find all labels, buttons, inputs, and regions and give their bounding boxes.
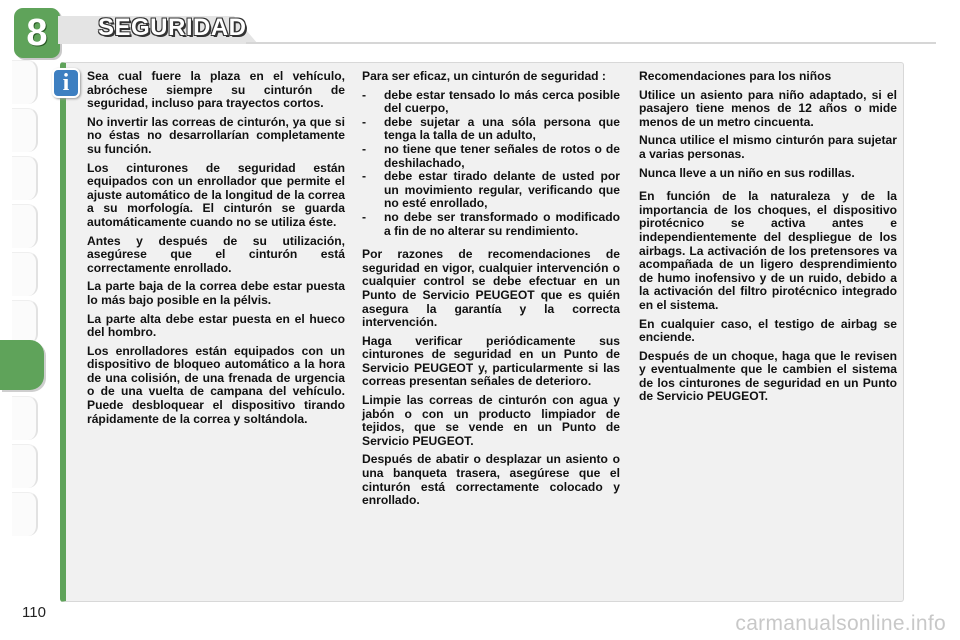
- header-rule: [246, 42, 936, 44]
- paragraph: En cualquier caso, el testigo de airbag se enciende.: [639, 316, 897, 345]
- column-3: [639, 70, 897, 409]
- intro-text: Para ser eficaz, un cinturón de seguridad :: [362, 69, 606, 83]
- paragraph: Después de un choque, haga que le revisen y eventualmente que le cambien el sistema de los cinturones de seguridad en un Punto de Servicio PEUGEOT.: [639, 348, 897, 404]
- paragraph: Utilice un asiento para niño adaptado, si el pasajero tiene menos de 12 años o mide menos de un metro cincuenta.: [639, 87, 897, 129]
- paragraph: Después de abatir o desplazar un asiento o una banqueta trasera, asegúrese que el cinturón está correctamente colocado y enrollado.: [362, 452, 620, 508]
- side-tab[interactable]: [12, 156, 38, 200]
- list-item: - no debe ser transformado o modificado a fin de no alterar su rendimiento.: [362, 211, 620, 238]
- side-tab[interactable]: [12, 252, 38, 296]
- info-icon: i: [52, 68, 80, 98]
- paragraph: La parte alta debe estar puesta en el hueco del hombro.: [87, 311, 345, 340]
- chapter-number: 8: [26, 11, 48, 54]
- side-tab[interactable]: [12, 108, 38, 152]
- paragraph: Los cinturones de seguridad están equipados con un enrollador que permite el ajuste automático de la longitud de la correa a su morfología. El cinturón se guarda automáticamente cuando no se utiliza éste.: [87, 160, 345, 229]
- requirements-list: [362, 89, 620, 239]
- side-tab[interactable]: [12, 444, 38, 488]
- side-tab[interactable]: [12, 396, 38, 440]
- paragraph: Por razones de recomendaciones de seguridad en vigor, cualquier intervención o cualquier control se debe efectuar en un Punto de Servicio PEUGEOT que es quién asegura la garantía y la correcta intervención.: [362, 247, 620, 330]
- paragraph: Haga verificar periódicamente sus cinturones de seguridad en un Punto de Servicio PEUGEOT y, particularmente si las correas presentan señales de deterioro.: [362, 333, 620, 389]
- side-tab[interactable]: [12, 60, 38, 104]
- page-title: SEGURIDAD: [98, 14, 247, 41]
- column-1: [87, 70, 345, 431]
- impact-text: , el dispositivo pirotécnico se activa antes e independientemente del despliegue de los airbags. La activación de los pretensores va acompañada de un ligero desprendimiento de humo inofensivo y de un ruido, debido a la activación del filtro pirotécnico integrado en el sistema.: [639, 202, 897, 312]
- paragraph: Sea cual fuere la plaza en el vehículo, abróchese siempre su cinturón de seguridad, incluso para trayectos cortos.: [87, 69, 345, 111]
- side-tab[interactable]: [12, 300, 38, 344]
- list-item: - no tiene que tener señales de rotos o de deshilachado,: [362, 143, 620, 170]
- paragraph: Antes y después de su utilización, asegúrese que el cinturón está correctamente enrollado.: [87, 233, 345, 275]
- paragraph: Nunca utilice el mismo cinturón para sujetar a varias personas.: [639, 133, 897, 161]
- paragraph: No invertir las correas de cinturón, ya que si no éstas no desarrollarían completamente su función.: [87, 114, 345, 156]
- side-tab[interactable]: [12, 492, 38, 536]
- list-item: - debe estar tensado lo más cerca posible del cuerpo,: [362, 89, 620, 116]
- page-number: 110: [22, 604, 46, 621]
- paragraph: Nunca lleve a un niño en sus rodillas.: [639, 165, 855, 180]
- side-tab[interactable]: [12, 204, 38, 248]
- children-heading: Recomendaciones para los niños: [639, 69, 832, 83]
- side-tabs: [12, 60, 40, 540]
- list-item: - debe estar tirado delante de usted por un movimiento regular, verificando que no esté enrollado,: [362, 170, 620, 211]
- paragraph: Limpie las correas de cinturón con agua y jabón o con un producto limpiador de tejidos, que se vende en un Punto de Servicio PEUGEOT.: [362, 393, 620, 448]
- chapter-badge: [14, 8, 60, 58]
- list-item: - debe sujetar a una sóla persona que tenga la talla de un adulto,: [362, 116, 620, 143]
- watermark: carmanualsonline.info: [735, 612, 946, 635]
- impact-heading: En función de la naturaleza y de la importancia de los choques: [639, 189, 897, 217]
- column-2: [362, 70, 620, 513]
- side-tab-active[interactable]: [0, 340, 44, 390]
- paragraph: La parte baja de la correa debe estar puesta lo más bajo posible en la pélvis.: [87, 279, 345, 307]
- impact-paragraph: [639, 190, 897, 312]
- paragraph: Los enrolladores están equipados con un dispositivo de bloqueo automático a la hora de una colisión, de una frenada de urgencia o de una vuelta de campana del vehículo. Puede desbloquear el dispositivo tirando rápidamente de la correa y soltándola.: [87, 343, 345, 426]
